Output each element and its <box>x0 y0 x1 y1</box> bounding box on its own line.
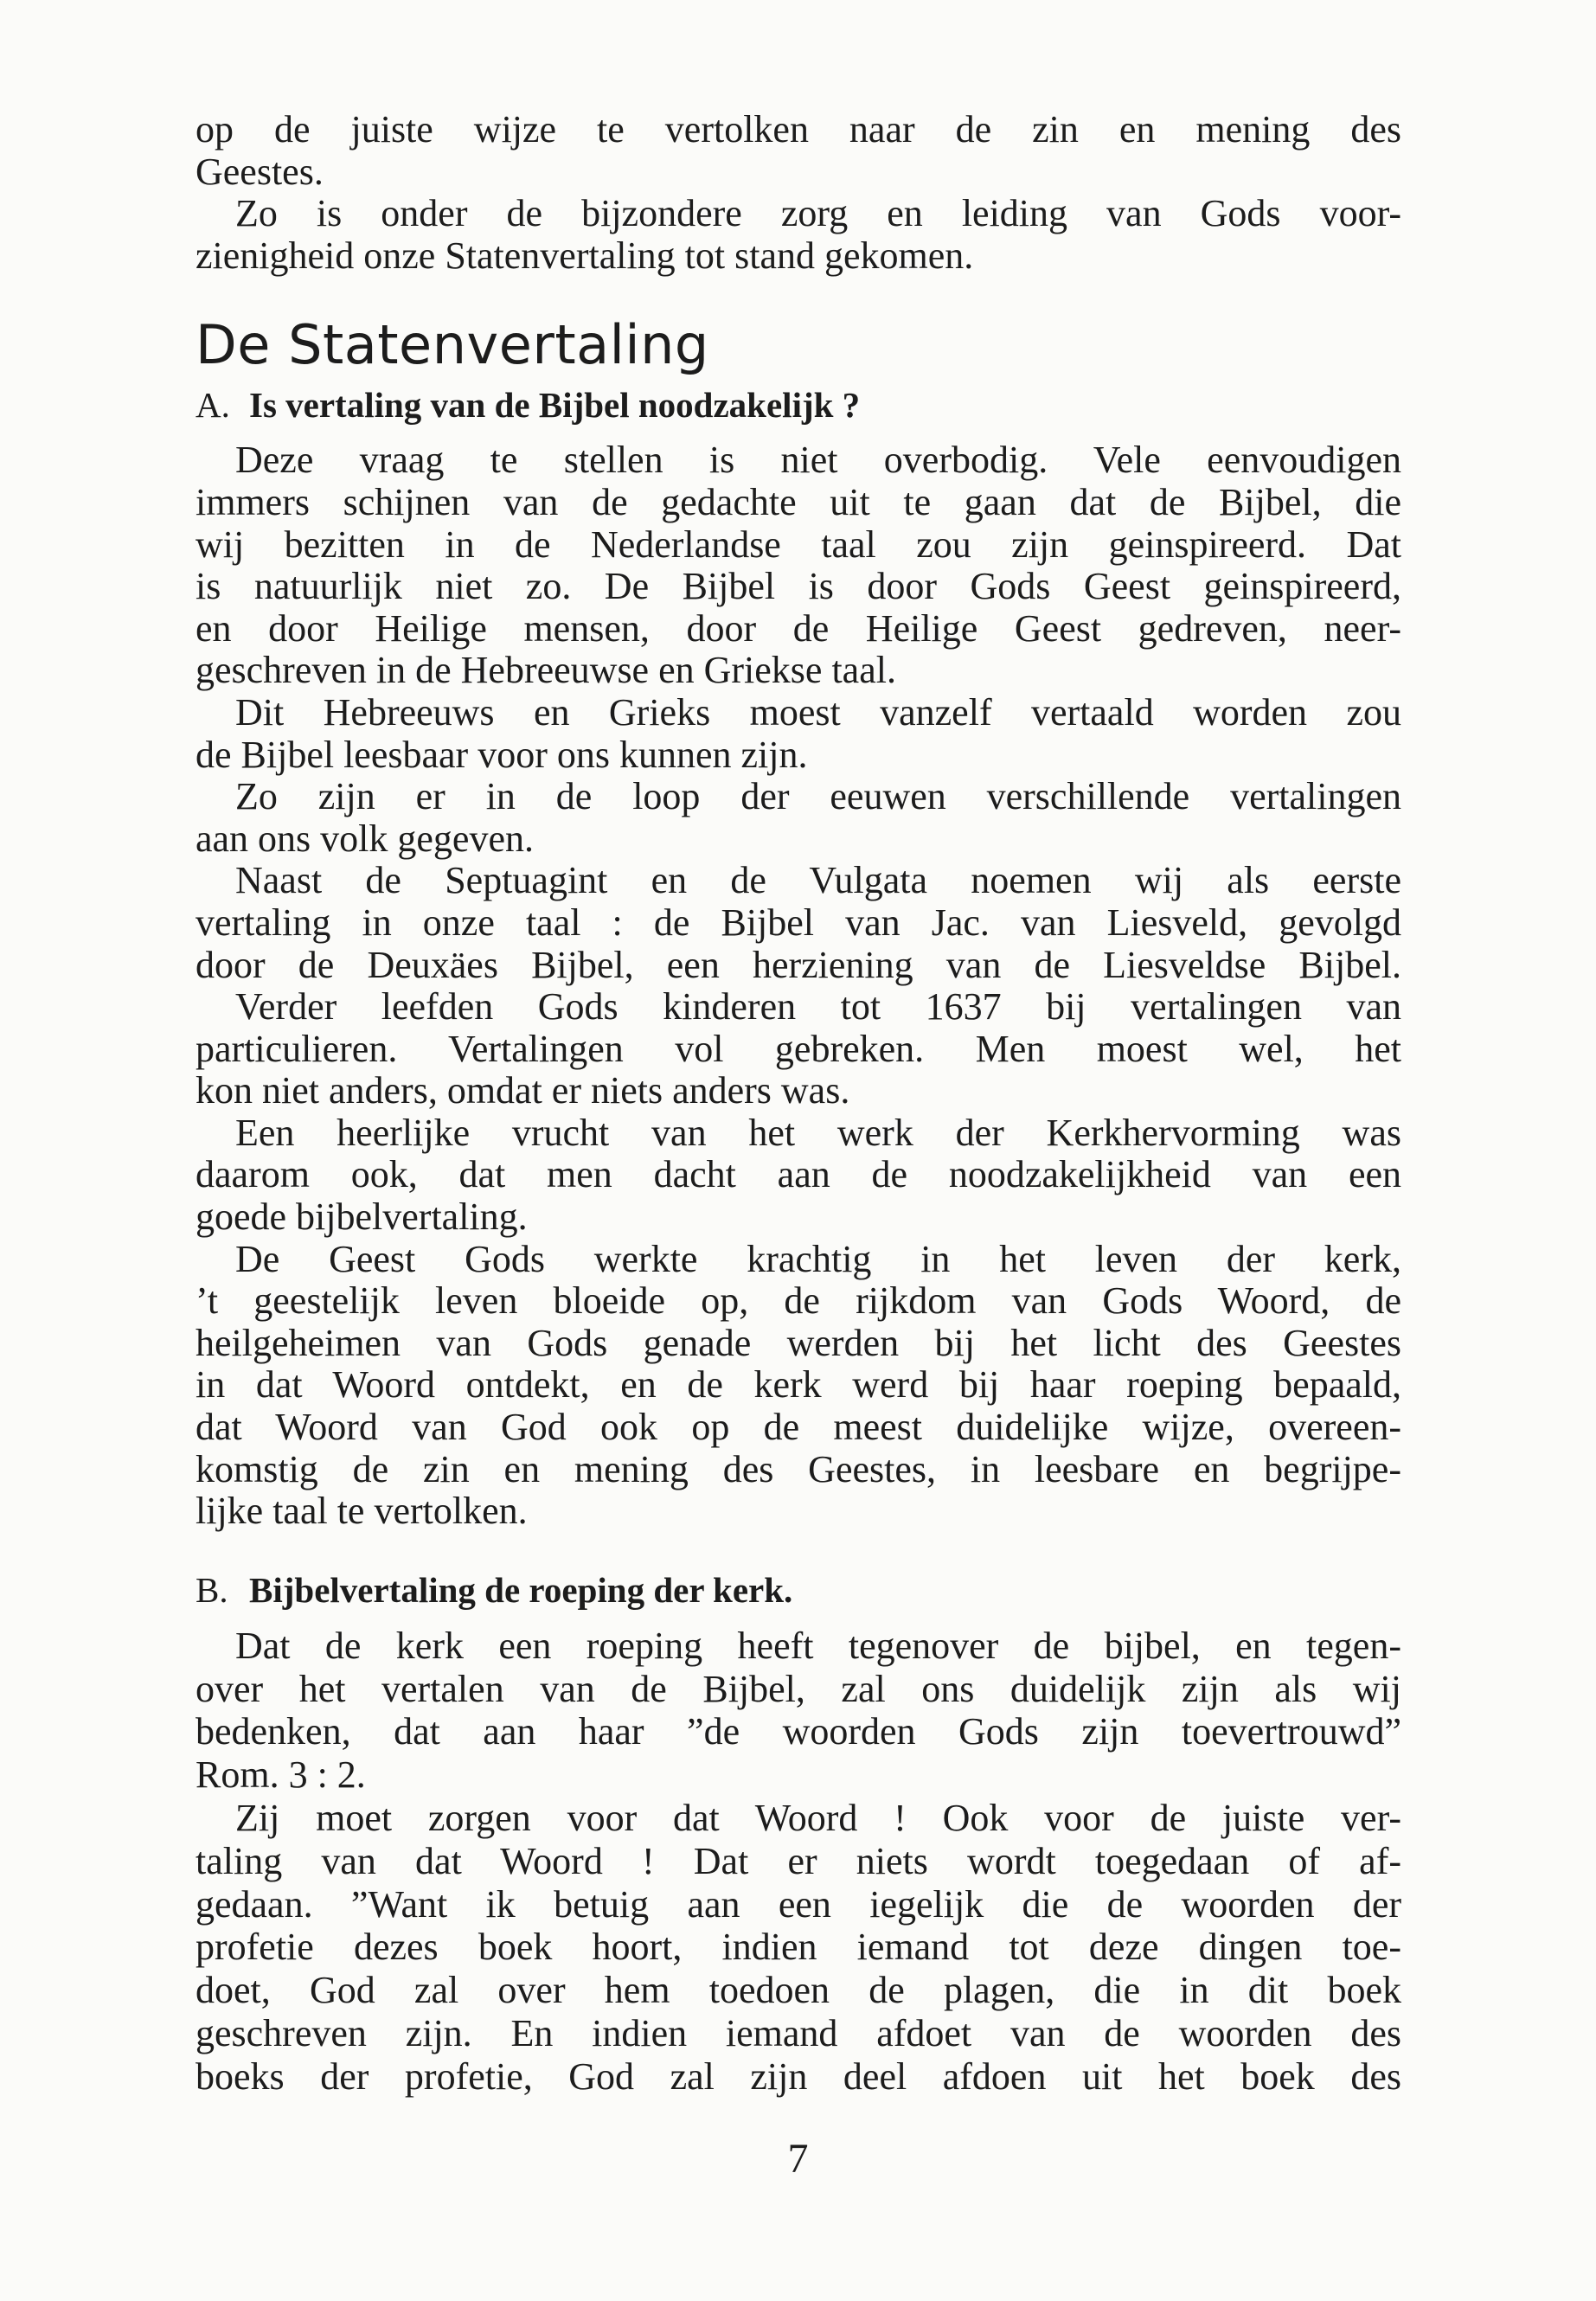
chapter-heading: De Statenvertaling <box>195 313 709 377</box>
text-line: door de Deuxäes Bijbel, een herziening van de Liesveldse Bijbel. <box>195 943 1401 986</box>
section-a-body <box>195 439 1401 1532</box>
section-a-letter: A. <box>195 385 230 426</box>
text-line: doet, God zal over hem toedoen de plagen, die in dit boek <box>195 1969 1401 2012</box>
text-line: daarom ook, dat men dacht aan de noodzakelijkheid van een <box>195 1153 1401 1196</box>
text-line: Zij moet zorgen voor dat Woord ! Ook voor de juiste ver- <box>235 1797 1401 1839</box>
text-line: geschreven zijn. En indien iemand afdoet van de woorden des <box>195 2011 1401 2054</box>
text-line: op de juiste wijze te vertolken naar de zin en mening des <box>195 108 1401 151</box>
text-line: De Geest Gods werkte krachtig in het leven der kerk, <box>235 1237 1401 1280</box>
text-line: bedenken, dat aan haar ”de woorden Gods zijn toevertrouwd” <box>195 1710 1401 1753</box>
text-line: ’t geestelijk leven bloeide op, de rijkdom van Gods Woord, de <box>195 1279 1401 1323</box>
text-line: Zo is onder de bijzondere zorg en leiding van Gods voor- <box>235 192 1401 235</box>
section-b-body <box>195 1625 1401 2099</box>
text-line: kon niet anders, omdat er niets anders was. <box>195 1069 850 1112</box>
text-line: Deze vraag te stellen is niet overbodig. Vele eenvoudigen <box>235 439 1401 482</box>
text-line: vertaling in onze taal : de Bijbel van Jac. van Liesveld, gevolgd <box>195 901 1401 944</box>
text-line: profetie dezes boek hoort, indien iemand tot deze dingen toe- <box>195 1926 1401 1969</box>
text-line: immers schijnen van de gedachte uit te gaan dat de Bijbel, die <box>195 480 1401 523</box>
text-line: aan ons volk gegeven. <box>195 817 534 860</box>
text-line: is natuurlijk niet zo. De Bijbel is door Gods Geest geinspireerd, <box>195 565 1401 608</box>
text-line: zienigheid onze Statenvertaling tot stand gekomen. <box>195 234 974 277</box>
text-line: taling van dat Woord ! Dat er niets wordt toegedaan of af- <box>195 1839 1401 1882</box>
text-line: Geestes. <box>195 150 324 193</box>
text-line: over het vertalen van de Bijbel, zal ons duidelijk zijn als wij <box>195 1667 1401 1710</box>
text-line: Naast de Septuagint en de Vulgata noemen wij als eerste <box>235 859 1401 902</box>
text-line: komstig de zin en mening des Geestes, in leesbare en begrijpe- <box>195 1447 1401 1490</box>
text-column <box>195 109 1401 2099</box>
text-line: wij bezitten in de Nederlandse taal zou zijn geinspireerd. Dat <box>195 522 1401 566</box>
text-line: heilgeheimen van Gods genade werden bij het licht des Geestes <box>195 1321 1401 1364</box>
text-line: boeks der profetie, God zal zijn deel afdoen uit het boek des <box>195 2054 1401 2098</box>
section-a-heading <box>195 382 1401 427</box>
text-line: dat Woord van God ook op de meest duidelijke wijze, overeen- <box>195 1406 1401 1449</box>
text-line: lijke taal te vertolken. <box>195 1490 528 1533</box>
text-line: goede bijbelvertaling. <box>195 1195 528 1239</box>
section-b-letter: B. <box>195 1569 228 1610</box>
intro-paragraphs <box>195 109 1401 277</box>
text-line: gedaan. ”Want ik betuig aan een iegelijk die de woorden der <box>195 1882 1401 1926</box>
text-line: de Bijbel leesbaar voor ons kunnen zijn. <box>195 733 808 776</box>
text-line: in dat Woord ontdekt, en de kerk werd bij haar roeping bepaald, <box>195 1363 1401 1407</box>
section-b-heading <box>195 1567 1401 1612</box>
page-number: 7 <box>787 2136 809 2182</box>
section-a-title: Is vertaling van de Bijbel noodzakelijk ? <box>249 385 861 426</box>
text-line: Zo zijn er in de loop der eeuwen verschillende vertalingen <box>235 775 1401 818</box>
text-line: Dat de kerk een roeping heeft tegenover de bijbel, en tegen- <box>235 1624 1401 1667</box>
text-line: Verder leefden Gods kinderen tot 1637 bij vertalingen van <box>235 985 1401 1029</box>
text-line: Een heerlijke vrucht van het werk der Kerkhervorming was <box>235 1111 1401 1154</box>
text-line: particulieren. Vertalingen vol gebreken. Men moest wel, het <box>195 1027 1401 1070</box>
text-line: Rom. 3 : 2. <box>195 1753 366 1797</box>
text-line: geschreven in de Hebreeuwse en Griekse taal. <box>195 649 896 692</box>
section-b-title: Bijbelvertaling de roeping der kerk. <box>249 1569 793 1610</box>
text-line: Dit Hebreeuws en Grieks moest vanzelf vertaald worden zou <box>235 690 1401 734</box>
text-line: en door Heilige mensen, door de Heilige Geest gedreven, neer- <box>195 606 1401 650</box>
